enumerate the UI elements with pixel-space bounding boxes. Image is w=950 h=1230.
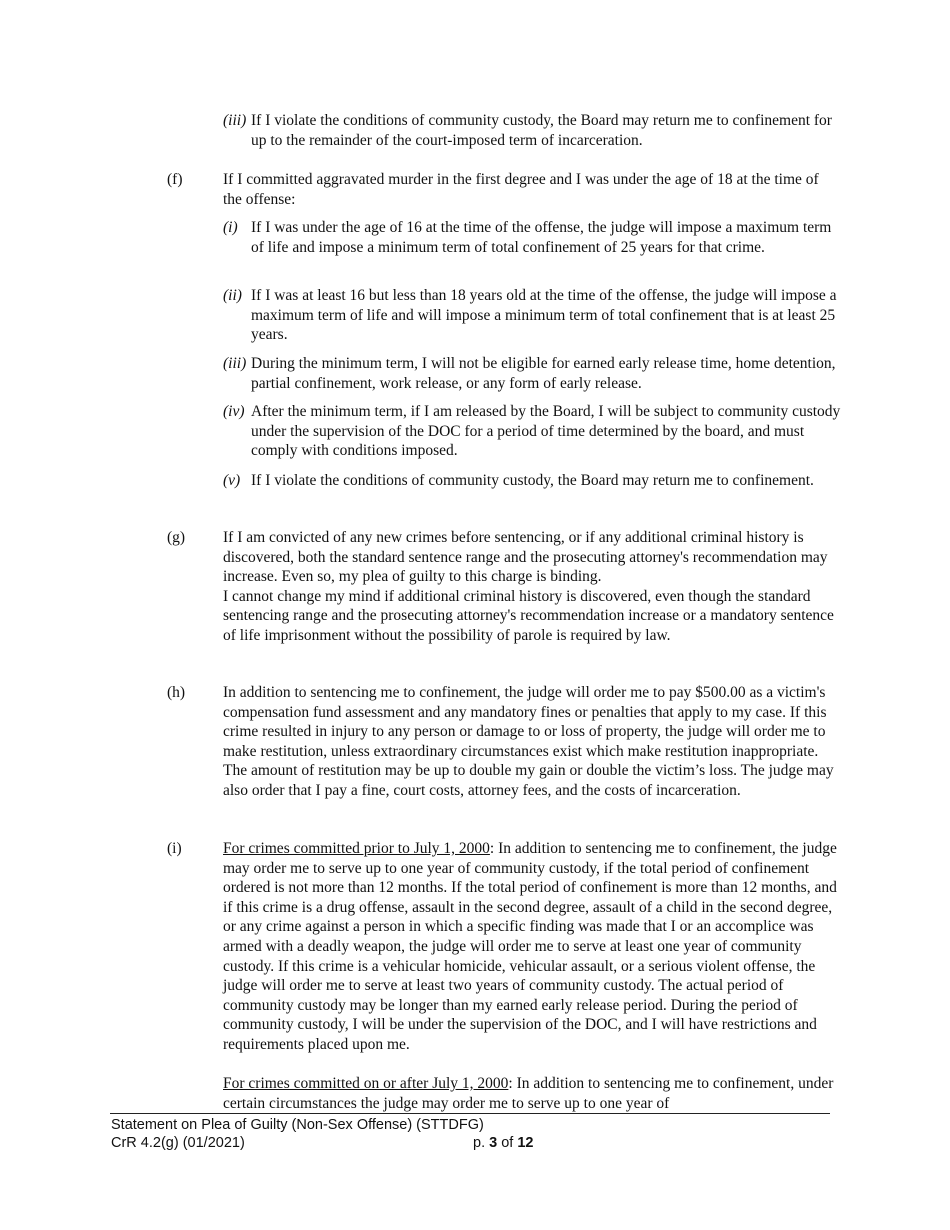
section-i-heading-2: For crimes committed on or after July 1, 2000	[223, 1075, 509, 1092]
section-label-f: (f)	[167, 171, 183, 188]
item-f-v	[223, 471, 843, 491]
item-f-ii	[223, 286, 843, 345]
item-f-iv	[223, 402, 843, 461]
item-f-iii	[223, 354, 843, 393]
section-i-text-1: : In addition to sentencing me to confinement, the judge may order me to serve up to one year of community custody, if the total period of confinement ordered is not more than 12 months. If the total period of confinement is more than 12 months, and if this crime is a drug offense, assault in the second degree, assault of a child in the second degree, or any crime against a person in which a specific finding was made that I or an accomplice was armed with a deadly weapon, the judge will order me to serve at least one year of community custody. If this crime is a vehicular homicide, vehicular assault, or a serious violent offense, the judge will order me to serve at least two years of community custody. The actual period of community custody may be longer than my earned early release period. During the period of community custody, I will be under the supervision of the DOC, and I will have restrictions and requirements placed upon me.	[223, 840, 837, 1053]
item-text: If I violate the conditions of community custody, the Board may return me to confinement for up to the remainder of the court-imposed term of incarceration.	[251, 112, 832, 149]
item-number: (iv)	[223, 403, 245, 420]
section-label-i: (i)	[167, 840, 182, 857]
page-number	[473, 1134, 534, 1152]
item-e-iii	[223, 111, 843, 150]
footer-form-title: Statement on Plea of Guilty (Non-Sex Offense) (STTDFG)	[111, 1117, 484, 1133]
item-f-i	[223, 218, 843, 257]
section-g-text	[223, 528, 839, 646]
item-number: (iii)	[223, 112, 247, 129]
page-current: 3	[489, 1135, 498, 1151]
item-text: If I was at least 16 but less than 18 years old at the time of the offense, the judge will impose a maximum term of life and will impose a minimum term of total confinement that is at least 25 years.	[251, 287, 837, 344]
footer-form-code: CrR 4.2(g) (01/2021)	[111, 1135, 245, 1151]
section-i-para-2	[223, 1074, 839, 1113]
section-i-text-2: : In addition to sentencing me to confinement, under certain circumstances the judge may order me to serve up to one year of	[223, 1075, 834, 1112]
section-g-text-1: If I am convicted of any new crimes before sentencing, or if any additional criminal history is discovered, both the standard sentence range and the prosecuting attorney's recommendation may increase. Even so, my plea of guilty to this charge is binding.	[223, 529, 828, 586]
page-prefix: p.	[473, 1135, 490, 1151]
section-i-para-1	[223, 839, 839, 1055]
section-h-text: In addition to sentencing me to confinement, the judge will order me to pay $500.00 as a victim's compensation fund assessment and any mandatory fines or penalties that apply to my case. If this crime resulted in injury to any person or damage to or loss of property, the judge will order me to make restitution, unless extraordinary circumstances exist which make restitution inappropriate. The amount of restitution may be up to double my gain or double the victim’s loss. The judge may also order that I pay a fine, court costs, attorney fees, and the costs of incarceration.	[223, 684, 834, 799]
item-text: During the minimum term, I will not be eligible for earned early release time, home detention, partial confinement, work release, or any form of early release.	[251, 355, 836, 392]
section-i-heading-1: For crimes committed prior to July 1, 2000	[223, 840, 490, 857]
section-g-text-2: I cannot change my mind if additional criminal history is discovered, even though the standard sentencing range and the prosecuting attorney's recommendation increase or a mandatory sentence of life imprisonment without the possibility of parole is required by law.	[223, 587, 834, 644]
item-text: If I violate the conditions of community custody, the Board may return me to confinement.	[251, 472, 814, 489]
item-text: After the minimum term, if I am released by the Board, I will be subject to community custody under the supervision of the DOC for a period of time determined by the board, and must comply with conditions imposed.	[251, 403, 841, 460]
section-label-g: (g)	[167, 529, 186, 546]
footer-divider	[110, 1113, 830, 1114]
section-f-intro: If I committed aggravated murder in the first degree and I was under the age of 18 at the time of the offense:	[223, 171, 819, 208]
page-of: of	[497, 1135, 518, 1151]
section-label-h: (h)	[167, 684, 186, 701]
item-number: (ii)	[223, 287, 242, 304]
item-text: If I was under the age of 16 at the time of the offense, the judge will impose a maximum term of life and impose a minimum term of total confinement of 25 years for that crime.	[251, 219, 832, 256]
item-number: (i)	[223, 219, 238, 236]
item-number: (iii)	[223, 355, 247, 372]
page-total: 12	[517, 1135, 534, 1151]
item-number: (v)	[223, 472, 241, 489]
